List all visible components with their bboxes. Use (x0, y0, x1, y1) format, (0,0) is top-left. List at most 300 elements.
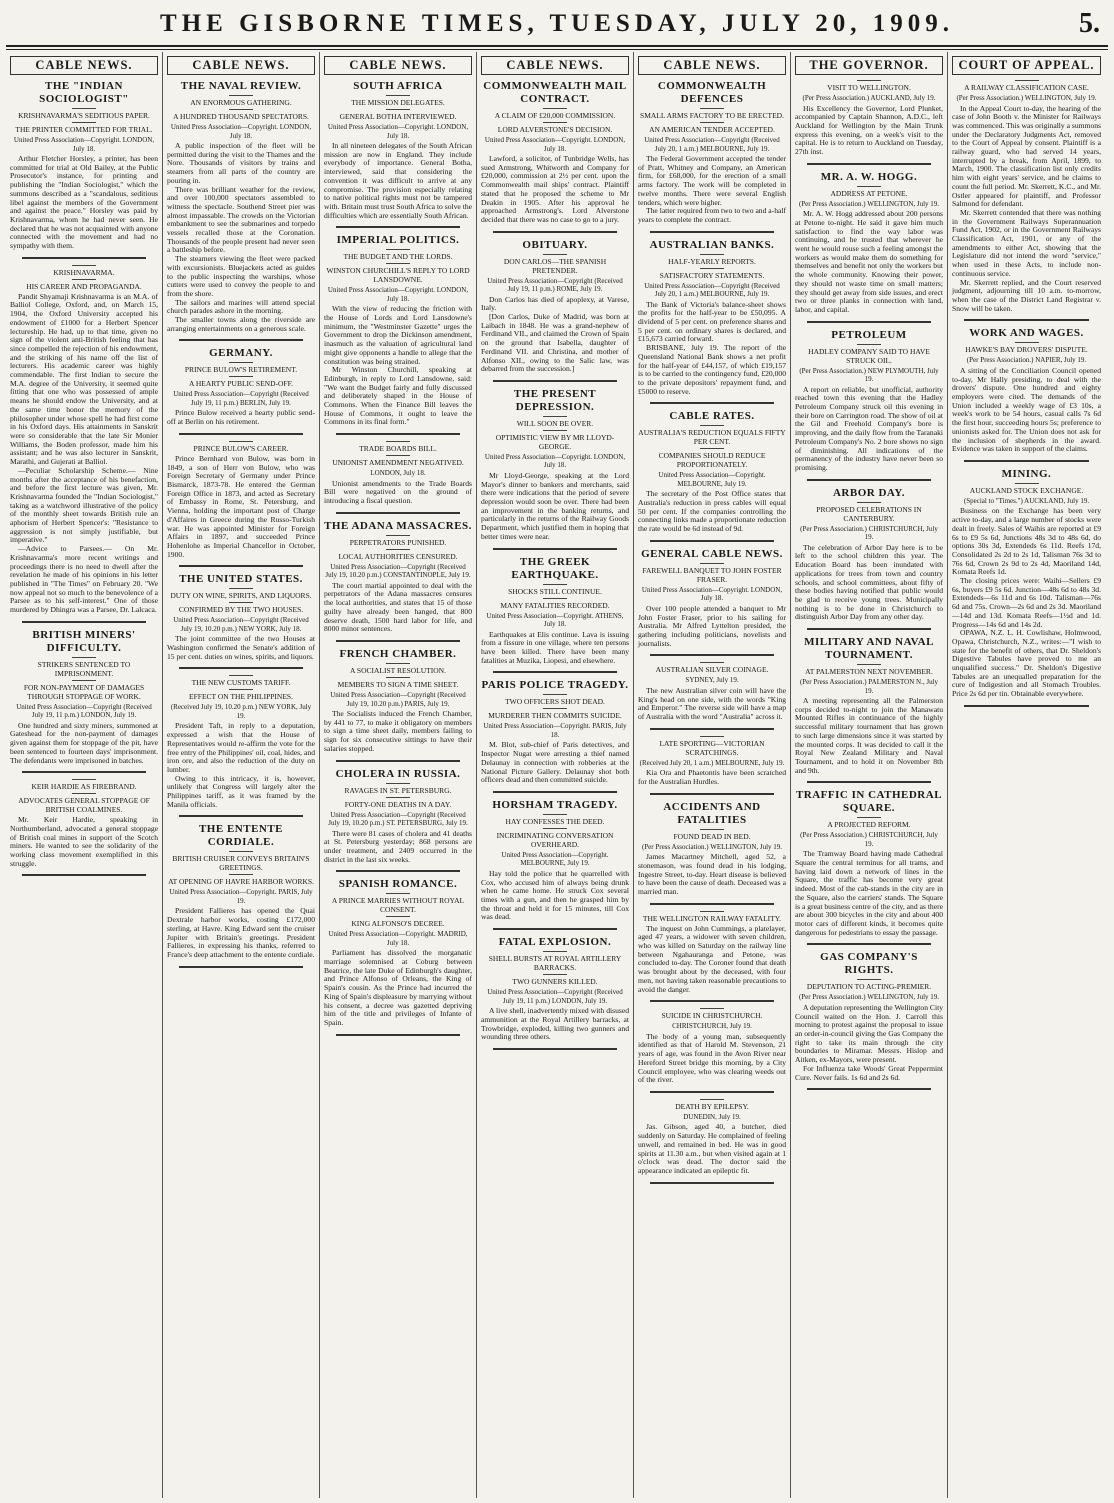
article-dateline: United Press Association—Copyright. PARIS, July 19. (169, 888, 313, 905)
article-subhead: AUSTRALIAN SILVER COINAGE. (655, 665, 769, 675)
article-paragraph: Mr. A. W. Hogg addressed about 200 persons at Petone to-night. He said it gave him much satisfaction to find the way labor was continuing, and he trusted that wherever he went he would rouse such a feeling amongst the workers as would make them do something for themselves and benefit not only the workers but the whole community. Knowing their power, they should not waste time on small matters; they should get away from side issues, and erect two or three planks in connection with land, labor, and capital. (795, 209, 943, 314)
article-separator (336, 870, 460, 872)
article (638, 239, 786, 397)
article-paragraph: The Tramway Board having made Cathedral Square the central terminus for all trams, and having laid down a network of lines in the Square, the traffic has become very great indeed. Most of the cab-stands in the city are in the Square, also the carriers' stands. The Square is a great business centre of the city, and as there are about 300 bicycles in the city and about 400 motor cars of different kinds, it becomes quite dangerous for pedestrians to essay the passage. (795, 849, 943, 937)
article-body (638, 769, 786, 786)
article-paragraph: The Bank of Victoria's balance-sheet shows the profits for the half-year to be £50,095. A dividend of 5 per cent. on preference shares and 5 per cent. on ordinary shares is declared, and £15,673 carried forward. (638, 299, 786, 344)
masthead-rule (6, 45, 1108, 47)
article-body (795, 544, 943, 622)
article-separator (336, 1034, 460, 1036)
subhead-divider (543, 430, 567, 431)
article-body (952, 367, 1101, 454)
subhead-divider (700, 1008, 724, 1009)
subhead-divider (386, 441, 410, 442)
article-body (795, 105, 943, 157)
article-headline: THE ADANA MASSACRES. (324, 519, 472, 532)
article-subhead: DON CARLOS—THE SPANISH PRETENDER. (503, 256, 607, 275)
article-paragraph: In all nineteen delegates of the South African mission are now in England. They include everybody of importance. General Botha, interviewed, said that considering the convention it was difficult to arrive at any compromise. The provision especially relating to native political rights must not be tampered with. Britain must trust South Africa to solve the difficulties which are essentially South African. (324, 141, 472, 220)
article-dateline: United Press Association—Copyright. LONDON, July 18. (13, 136, 155, 153)
article-subhead: PRINCE BULOW'S CAREER. (193, 443, 289, 453)
article-body (638, 301, 786, 397)
subhead-divider (386, 263, 410, 264)
article-headline: PARIS POLICE TRAGEDY. (481, 679, 629, 692)
article-paragraph: The steamers viewing the fleet were packed with excursionists. Bluejackets acted as guides to the public inspecting the warships, whose cutters were used to convey the people to and from the shore. (167, 254, 315, 298)
article-subhead: A HEARTY PUBLIC SEND-OFF. (188, 379, 294, 389)
article-headline: ARBOR DAY. (832, 486, 906, 499)
article-subhead: VISIT TO WELLINGTON. (827, 83, 911, 92)
article-separator (650, 728, 774, 730)
article-subhead: TRADE BOARDS BILL. (359, 444, 437, 454)
article-headline: GAS COMPANY'S RIGHTS. (820, 951, 918, 977)
article-dateline: CHRISTCHURCH, July 19. (672, 1022, 752, 1031)
subhead-divider (229, 588, 253, 589)
article-subhead: KRISHNAVARMA'S SEDITIOUS PAPER. (18, 111, 150, 120)
article-separator (493, 380, 617, 382)
article (795, 636, 943, 775)
article-headline: MILITARY AND NAVAL TOURNAMENT. (804, 636, 934, 662)
subhead-divider (229, 602, 253, 603)
article-subhead: FORTY-ONE DEATHS IN A DAY. (344, 799, 452, 809)
article-paragraph: Business on the Exchange has been very active to-day, and a large number of stocks were dealt in freely. Sales of Waihis are reported at £9 6s to £9 5s 6d, Junctions 48s 3d to 48s 6d, do options 30s 3d, Extendeds 6s 11d. Reefs 17d, Consolidated 2s 2d to 2s 1d, Talisman 76s 3d to 76s 6d, Crown 2s 9d to 2s 4d, Maoriland 14d, Komata Reefs 1d. (952, 506, 1101, 577)
article-body (10, 816, 158, 868)
article-paragraph: There were 81 cases of cholera and 41 deaths at St. Petersburg yesterday; 868 persons are under treatment, and 2409 occurred in the district in the last six weeks. (324, 828, 472, 864)
article-paragraph: The new Australian silver coin will have the King's head on one side, with the words "King and Emperor." The reverse side will have a map of Australia with the word "Australia" across it. (638, 685, 786, 721)
article-paragraph: President Fallieres has opened the Quai Dextrale harbor works, costing £172,000 sterling, at Havre. King Edward sent the cruiser Jupiter with Britain's greetings. President Fallieres, in expressing his thanks, referred to France's deep attachment to the entente cordiale. (167, 906, 315, 959)
subhead-divider (1015, 483, 1039, 484)
subhead-divider (386, 797, 410, 798)
article-separator (336, 512, 460, 514)
article-paragraph: A deputation representing the Wellington City Council waited on the Hon. J. Carroll this morning to protest against the proposal to issue an order-in-council giving the Gas Company the right to take its main through the city boundaries to Miramar. Messrs. Hislop and Aitken, ex-Mayors, were present. (795, 1002, 943, 1065)
article (952, 80, 1101, 313)
article-paragraph: Parliament has dissolved the morganatic marriage solemnised at Coburg between Beatrice, the late Duke of Edinburgh's daughter, and Prince Alfonso of Orleans, the King of Spain's cousin. As the Prince had incurred the King of Spain's displeasure by marrying without his consent, a decree was gazetted depriving him of the title and privileges of Infante of Spain. (324, 948, 472, 1027)
article-separator (807, 1088, 931, 1090)
subhead-divider (700, 736, 724, 737)
article-headline: SOUTH AFRICA (353, 80, 443, 92)
article-dateline: United Press Association—Copyright (Received July 19, 10.20 p.m.) PARIS, July 19. (330, 691, 466, 708)
article (10, 629, 158, 766)
article-separator (179, 433, 303, 435)
article-paragraph: Kia Ora and Phaetontis have been scratched for the Australian Hurdles. (638, 768, 786, 786)
article-dateline: (Per Press Association.) WELLINGTON, July 19. (798, 199, 940, 208)
article-headline: THE GREEK EARTHQUAKE. (511, 555, 599, 581)
article-subhead: LORD ALVERSTONE'S DECISION. (497, 125, 613, 134)
subhead-divider (700, 1099, 724, 1100)
article-body (638, 1033, 786, 1085)
subhead-divider (543, 708, 567, 709)
article-separator (650, 1000, 774, 1002)
article-headline: ACCIDENTS AND FATALITIES (663, 800, 761, 826)
subhead-divider (543, 108, 567, 109)
article-dateline: United Press Association—Copyright. MELBOURNE, July 19. (658, 471, 766, 488)
article (10, 779, 158, 868)
article-body (324, 949, 472, 1027)
subhead-divider (543, 416, 567, 417)
article-body (10, 722, 158, 766)
column-5 (634, 52, 791, 1498)
article-paragraph: A meeting representing all the Palmerston corps decided to-night to join the Manawatu Mounted Rifles in continuance of the highly successful military tournament that has grown to such large dimensions since it was started by the mounted corps. It was decided to call it the Royal New Zealand Military and Naval Tournament, and to hold it on November 8th and 9th. (795, 696, 943, 775)
article-subhead: AUSTRALIA'S REDUCTION EQUALS FIFTY PER CENT. (638, 428, 786, 447)
article-paragraph: Mr Winston Churchill, speaking at Edinburgh, in reply to Lord Lansdowne, said: "We want the Budget fairly and fully discussed and deliberately shaped in the House of Commons. When the Finance Bill leaves the House of Commons, it ought to leave the Commons in its final form." (324, 365, 472, 427)
subhead-divider (386, 109, 410, 110)
article-body (952, 105, 1101, 314)
article-dateline: United Press Association—Copyright. LONDON, July 18. (484, 452, 626, 470)
article-subhead: HALF-YEARLY REPORTS. (668, 256, 756, 266)
subhead-divider (857, 817, 881, 818)
article-headline: THE UNITED STATES. (179, 573, 303, 586)
column-header: COURT OF APPEAL. (952, 56, 1101, 75)
article-dateline: (Special to "Times.") AUCKLAND, July 19. (963, 496, 1090, 505)
subhead-divider (700, 268, 724, 269)
article-dateline: United Press Association—Copyright (Received July 19, 11 p.m.) LONDON, July 19. (487, 988, 623, 1005)
article-headline: COMMONWEALTH MAIL CONTRACT. (483, 80, 627, 105)
article-headline: PETROLEUM (831, 328, 907, 341)
subhead-divider (386, 677, 410, 678)
article-dateline: United Press Association—Copyright. PARIS, July 18. (483, 722, 627, 739)
subhead-divider (1015, 342, 1039, 343)
article-separator (650, 1091, 774, 1093)
article-body (481, 1007, 629, 1042)
subhead-divider (229, 95, 253, 96)
article-separator (179, 565, 303, 567)
subhead-divider (543, 974, 567, 975)
article-separator (650, 903, 774, 905)
article-dateline: (Per Press Association.) WELLINGTON, July 19. (798, 993, 940, 1002)
column-header: CABLE NEWS. (481, 56, 629, 75)
article-separator (22, 771, 146, 773)
article-dateline: United Press Association—Copyright. ATHENS, July 18. (486, 611, 624, 629)
article-body (324, 480, 472, 506)
article-body (324, 305, 472, 427)
article-body (952, 507, 1101, 698)
article-paragraph: Lawford, a solicitor, of Tunbridge Wells, has sued Armstrong, Whitworth and Company for £20,000, commission at 2½ per cent. upon the Commonwealth mail ships' contract. Plaintiff stated that he proposed the scheme to Mr Deakin in 1905. After his approval he approached Armstrong's. Lord Alverstone decided that there was no case to go to a jury. (481, 154, 629, 224)
subhead-divider (386, 663, 410, 664)
article-paragraph: —Peculiar Scholarship Scheme.— Nine months after the acceptance of his benefaction, and before the first lecture was given, Mr. Krishnavarma founded the "Indian Sociologist," taking as a watchword illustrative of the policy of the monthly sheet towards British rule an aphorism of Herbert Spencer's: "Resistance to aggression is not simply justifiable, but imperative." (10, 465, 158, 545)
article-separator (807, 943, 931, 945)
article-dateline: United Press Association—Copyright (Received July 19, 10.20 p.m.) ST. PETERSBURG, July 19. (328, 810, 468, 828)
subhead-divider (543, 828, 567, 829)
article-separator (807, 628, 931, 630)
article-separator (22, 621, 146, 623)
article-paragraph: Mr. Skerrett replied, and the Court reserved judgment, adjourning till 10 a.m. to-morrow, when the case of the District Land Registrar v. Snow will be taken. (952, 277, 1101, 313)
article-subhead: KING ALFONSO'S DECREE. (351, 919, 445, 929)
article-dateline: United Press Association—Copyright (Received July 19, 11 p.m.) BERLIN, July 19. (173, 390, 309, 407)
article-separator (650, 1182, 774, 1184)
article-subhead: MEMBERS TO SIGN A TIME SHEET. (337, 680, 459, 689)
subhead-divider (386, 249, 410, 250)
article-body (481, 296, 629, 374)
article (638, 548, 786, 649)
subhead-divider (857, 186, 881, 187)
article (795, 951, 943, 1082)
article-paragraph: Mr. Skerrett contended that there was nothing in the Government Railways Superannuation Fund Act, 1902, or in the Government Railways Classification Act, 1901, or any of the amendments to either Act, showing that the Legislature did not intend the word "service," when used in these Acts, to include non-continuous service. (952, 207, 1101, 278)
subhead-divider (72, 265, 96, 266)
subhead-divider (72, 122, 96, 123)
article-body (167, 455, 315, 559)
article-separator (807, 163, 931, 165)
subhead-divider (229, 874, 253, 875)
article-subhead: FOR NON-PAYMENT OF DAMAGES THROUGH STOPPAGE OF WORK. (23, 682, 145, 701)
article-separator (493, 1048, 617, 1050)
article (638, 801, 786, 897)
article-dateline: United Press Association—Copyright. LONDON, July 18. (327, 286, 469, 303)
subhead-divider (229, 376, 253, 377)
article-headline: FRENCH CHAMBER. (339, 648, 457, 660)
article (481, 936, 629, 1042)
subhead-divider (543, 254, 567, 255)
subhead-divider (857, 344, 881, 345)
article-subhead: AN ENORMOUS GATHERING. (190, 98, 292, 107)
article (167, 347, 315, 426)
subhead-divider (543, 122, 567, 123)
article-paragraph: Prince Bulow received a hearty public send-off at Berlin on his retirement. (167, 408, 315, 427)
article-dateline: United Press Association—Copyright (Received July 20, 1 a.m.) MELBOURNE, July 19. (644, 136, 780, 153)
article (324, 80, 472, 220)
subhead-divider (386, 535, 410, 536)
article-paragraph: The Socialists induced the French Chamber, by 441 to 77, to make it obligatory on members to sign a time sheet daily, members failing to sign for six consecutive sittings to have their salaries stopped. (324, 709, 472, 753)
page-number: 5. (1079, 8, 1100, 39)
article-dateline: United Press Association—Copyright. LONDON, July 18. (170, 123, 312, 140)
subhead-divider (229, 109, 253, 110)
article-dateline: United Press Association—Copyright (Received July 19, 10.20 p.m.) NEW YORK, July 18. (173, 616, 309, 633)
article-body (324, 710, 472, 754)
article-separator (493, 548, 617, 550)
subhead-divider (72, 680, 96, 681)
article-dateline: (Per Press Association.) WELLINGTON, July 19. (956, 94, 1097, 102)
article-dateline: United Press Association—Copyright (Received July 20, 1 a.m.) MELBOURNE, July 19. (644, 281, 780, 299)
article-headline: BRITISH MINERS' DIFFICULTY. (32, 628, 136, 654)
article-separator (493, 671, 617, 673)
article-body (481, 741, 629, 785)
subhead-divider (700, 108, 724, 109)
article-paragraph: A sitting of the Conciliation Council opened to-day, Mr Hally presiding, to deal with the drovers' dispute. One hundred and eighty employers were cited. The demands of the Union included a weekly wage of £3 10s, a week's work to be 54 hours, casual calls 7s 6d the first hour, succeeding hours 5s; preference to unionists asked for. The Union does not ask for the inclusion of shepherds in the award. Evidence was taken in support of the claims. (952, 365, 1101, 454)
article-body (167, 722, 315, 809)
article-separator (807, 479, 931, 481)
article-body (795, 210, 943, 314)
article-separator (807, 781, 931, 783)
article-headline: THE "INDIAN SOCIOLOGIST" (39, 80, 129, 105)
column-header: CABLE NEWS. (638, 56, 786, 75)
subhead-divider (700, 662, 724, 663)
article-subhead: HAY CONFESSES THE DEED. (505, 816, 605, 826)
article-headline: THE ENTENTE CORDIALE. (198, 823, 284, 849)
subhead-divider (386, 916, 410, 917)
article-paragraph: One hundred and sixty miners, summoned at Gateshead for the non-payment of damages given against them for stoppage of the pit, have been sentenced to fourteen days' imprisonment. The defendants were imprisoned in batches. (10, 720, 158, 765)
article (795, 487, 943, 622)
article-dateline: United Press Association—Copyright. LONDON, July 18. (641, 585, 783, 603)
article-subhead: WINSTON CHURCHILL'S REPLY TO LORD LANSDOWNE. (326, 266, 470, 285)
article-dateline: (Per Press Association.) CHRISTCHURCH, July 19. (800, 831, 938, 848)
article (481, 388, 629, 542)
article-dateline: United Press Association—Copyright (Received July 19, 11 p.m.) ROME, July 19. (487, 276, 623, 294)
article-subhead: RAVAGES IN ST. PETERSBURG. (344, 785, 452, 795)
subhead-divider (543, 584, 567, 585)
article-dateline: (Per Press Association.) WELLINGTON, July 19. (641, 842, 783, 851)
article-headline: THE NAVAL REVIEW. (180, 80, 302, 92)
article-subhead: FAREWELL BANQUET TO JOHN FOSTER FRASER. (642, 565, 782, 584)
article-paragraph: Over 100 people attended a banquet to Mr John Foster Fraser, prior to his sailing for Australia. Mr Alfred Lyttelton presided, the gathering including politicians, novelists and journalists. (638, 603, 786, 648)
article-paragraph: Mr Lloyd-George, speaking at the Lord Mayor's dinner to bankers and merchants, said there were indications that the period of severe depression would soon be over. There had been an improvement in the banking returns, and particularly in the returns of the Railway Goods Department, which justified them in hoping that better times were near. (481, 470, 629, 541)
article-paragraph: The body of a young man, subsequently identified as that of Harold M. Stevenson, 21 years of age, was found in the Avon River near Hereford Street bridge this morning, by a City Council employee, who was clearing weeds out of the river. (638, 1031, 786, 1085)
article-body (638, 155, 786, 225)
article-paragraph: BRISBANE, July 19. The report of the Queensland National Bank shows a net profit for the half-year of £44,157, of which £19,157 is to be carried to the contingency fund, £20,000 to the private depositors' repayment fund, and £5000 to reserve. (638, 343, 786, 396)
article (324, 878, 472, 1027)
article-subhead: WILL SOON BE OVER. (516, 418, 594, 428)
article-subhead: PERPETRATORS PUNISHED. (349, 537, 447, 547)
article-subhead: MANY FATALITIES RECORDED. (500, 600, 610, 610)
subhead-divider (229, 362, 253, 363)
article-body (795, 386, 943, 473)
article-paragraph: Owing to this intricacy, it is, however, unlikely that Congress will largely alter the Philippines tariff, as it was framed by the Manila officials. (167, 773, 315, 809)
article-paragraph: For Influenza take Woods' Great Peppermint Cure. Never fails. 1s 6d and 2s 6d. (795, 1063, 943, 1082)
subhead-divider (72, 657, 96, 658)
article-body (167, 409, 315, 426)
article-separator (179, 339, 303, 341)
article-paragraph: —Advice to Parsees.— On Mr. Krishnavarma's more recent writings and proceedings there is no need to dwell after the revelation he made of his opinions in his letter published in "The Times" on February 20. "We now appeal not so much to the benevolence of a Parsee as to his self-interest." One of those murdered by Dhingra was a Parsee, Dr. Lalcaca. (10, 544, 158, 615)
subhead-divider (857, 80, 881, 81)
subhead-divider (72, 279, 96, 280)
article-dateline: United Press Association—Copyright (Received July 19, 10.20 p.m.) CONSTANTINOPLE, July 19. (325, 562, 471, 580)
subhead-divider (857, 664, 881, 665)
article-subhead: DEATH BY EPILEPSY. (675, 1101, 749, 1111)
article (10, 80, 158, 251)
article-subhead: DUTY ON WINE, SPIRITS, AND LIQUORS. (170, 591, 312, 601)
article-separator (493, 928, 617, 930)
article-paragraph: James Macartney Mitchell, aged 52, a stonemason, was found dead in his lodging, Ingestre Street, to-day. Heart disease is believed to have been the cause of death. Deceased was a married man. (638, 852, 786, 896)
article-paragraph: The Federal Government accepted the tender of Pratt, Whitney and Company, an American firm, for £68,000, for the erection of a small arms factory. The work will be completed in twelve months. There were several English tenders, which were higher. (638, 154, 786, 207)
article-paragraph: M. Blot, sub-chief of Paris detectives, and Inspector Nugat were arresting a thief named Delaunay in connection with robberies at the National Picture Gallery. Delaunay shot both officers dead and then committed suicide. (481, 740, 629, 785)
article (638, 80, 786, 225)
column-3 (320, 52, 477, 1498)
masthead-title: THE GISBORNE TIMES, TUESDAY, JULY 20, 1909. (160, 10, 954, 37)
article-body (324, 582, 472, 634)
article-subhead: TWO OFFICERS SHOT DEAD. (505, 697, 605, 707)
article-subhead: AN AMERICAN TENDER ACCEPTED. (649, 125, 775, 134)
subhead-divider (700, 911, 724, 912)
article-headline: MINING. (1001, 467, 1052, 480)
article-paragraph: With the view of reducing the friction with the House of Lords and Lord Lansdowne's minimum, the "Westminster Gazette" urges the Government to drop the Dickinson amendment, inasmuch as the valuation of agricultural land might give opponents a handle to allege that the constitution was being strained. (324, 304, 472, 366)
subhead-divider (72, 793, 96, 794)
article-headline: MR. A. W. HOGG. (820, 170, 918, 183)
subhead-divider (72, 779, 96, 780)
subhead-divider (229, 441, 253, 442)
article-separator (807, 321, 931, 323)
article-subhead: ADVOCATES GENERAL STOPPAGE OF BRITISH COALMINES. (18, 796, 150, 815)
article-body (638, 687, 786, 722)
article-headline: SPANISH ROMANCE. (338, 878, 458, 891)
article-body (167, 907, 315, 959)
article-subhead: ADDRESS AT PETONE. (830, 188, 908, 198)
article-body (795, 697, 943, 775)
subhead-divider (700, 122, 724, 123)
article-dateline: United Press Association—Copyright. LONDON, July 18. (484, 136, 626, 153)
article-separator (179, 667, 303, 669)
article-subhead: FOUND DEAD IN BED. (673, 831, 751, 841)
article-headline: GENERAL CABLE NEWS. (641, 547, 783, 560)
article-body (638, 925, 786, 995)
article-paragraph: Unionist amendments to the Trade Boards Bill were negatived on the ground of introducing a fiscal question. (324, 478, 472, 506)
article (324, 441, 472, 506)
article-paragraph: Don Carlos has died of apoplexy, at Varese, Italy. (481, 294, 629, 313)
article-paragraph: The smaller towns along the riverside are arranging entertainments on a generous scale. (167, 315, 315, 333)
column-1 (6, 52, 163, 1498)
article-paragraph: OPAWA, N.Z. L. H. Cowlishaw, Holmwood, Opawa, Christchurch, N.Z., writes:—"I wish to state for the benefit of others, that Dr. Sheldon's Digestive Tabules have proved to me an unqualified success." Dr. Sheldon's Digestive Tabules are an unequalled preparation for the cure of Indigestion and all Stomach Troubles. Price 2s 6d per tin. Obtainable everywhere. (952, 628, 1101, 699)
article (795, 171, 943, 315)
article-dateline: (Per Press Association.) CHRISTCHURCH, July 19. (800, 524, 938, 542)
article (324, 768, 472, 865)
article-paragraph: Arthur Fletcher Horsley, a printer, has been committed for trial at Old Bailey, at the Public Prosecutor's instance, for printing and publishing the "Indian Sociologist," which the summons described as a "scandalous, seditious libel against the members of the Government and against the peace." Horsley was paid by Krishnavarma, whom he had never seen. He declared that he was not acquainted with anyone connected with the movement and had no sympathy with them. (10, 154, 158, 251)
article (638, 911, 786, 995)
article (795, 789, 943, 937)
article-paragraph: In the Appeal Court to-day, the hearing of the case of John Booth v. the Minister for Railways was commenced. This was originally a summons under the Declaratory Judgments Act, removed to the Court of Appeal by consent. Plaintiff is a railway guard, who had served 14 years, interrupted by a break, from April, 1899, to March, 1900. The classification list only credits him with eight years' service, and he claims to count the full period. Mr. Skerrett, K.C., and Mr. Ostler appeared for plaintiff, and Professor Salmond for defendant. (952, 103, 1101, 209)
subhead-divider (700, 425, 724, 426)
article-paragraph: The sailors and marines will attend special church parades ashore in the morning. (167, 297, 315, 316)
article-separator (22, 257, 146, 259)
masthead-rule-thin (6, 49, 1108, 50)
subhead-divider (229, 675, 253, 676)
article-body (324, 142, 472, 220)
column-header: CABLE NEWS. (324, 56, 472, 75)
article-separator (964, 319, 1089, 321)
article-headline: CABLE RATES. (669, 410, 755, 423)
article-subhead: THE WELLINGTON RAILWAY FATALITY. (642, 913, 782, 923)
article-body (10, 293, 158, 615)
article-body (795, 1004, 943, 1082)
article-subhead: LATE SPORTING—VICTORIAN SCRATCHINGS. (659, 738, 765, 757)
article (324, 520, 472, 634)
article (481, 556, 629, 666)
article-body (324, 830, 472, 865)
article-paragraph: Jas. Gibson, aged 40, a butcher, died suddenly on Saturday. He complained of feeling unwell, and remained in bed. He was in good spirits at 11.30 a.m., but when visited again at 1 o'clock was dead. The doctor said the appearance indicated an epileptic fit. (638, 1122, 786, 1175)
article-body (795, 850, 943, 937)
article-subhead: KRISHNAVARMA. (53, 267, 115, 277)
article-subhead: BRITISH CRUISER CONVEYS BRITAIN'S GREETINGS. (172, 854, 310, 873)
article-paragraph: The latter required from two to two and a-half years to complete the contract. (638, 206, 787, 224)
article-dateline: (Per Press Association.) AUCKLAND, July 19. (802, 94, 936, 102)
article-paragraph: Prince Bernhard von Bulow, was born in 1849, a son of Herr von Bulow, who was Foreign Secretary of Germany under Prince Bismarck, 1873-78. He entered the German Foreign Office in 1873, and acted as Secretary of Embassy in Rome, St. Petersburg, and Vienna, holding the important post of Charge d'Affaires in Greece during the Russo-Turkish war. He was appointed Minister for Foreign Affairs in 1897, and succeeded Prince Hohenlohe as Imperial Chancellor in October, 1900. (167, 453, 315, 559)
article-subhead: INCRIMINATING CONVERSATION OVERHEARD. (496, 830, 614, 849)
article-dateline: DUNEDIN, July 19. (683, 1112, 741, 1121)
article (795, 329, 943, 473)
column-header: THE GOVERNOR. (795, 56, 943, 75)
article-subhead: A RAILWAY CLASSIFICATION CASE. (964, 83, 1089, 92)
article-subhead: AT OPENING OF HAVRE HARBOR WORKS. (168, 877, 314, 887)
article-subhead: SMALL ARMS FACTORY TO BE ERECTED. (640, 111, 784, 120)
article-separator (336, 760, 460, 762)
article-separator (650, 231, 774, 233)
article-separator (336, 433, 460, 435)
article (167, 675, 315, 809)
article-body (167, 142, 315, 333)
article-separator (179, 815, 303, 817)
article-paragraph: The closing prices were: Waihi—Sellers £9 6s, buyers £9 5s 6d. Junction—48s 6d to 48s 3d. Extendeds—6s 11d and 6s 10d. Talisman—76s 6d and 75s. Crown—2s 6d and 2s 3d. Maoriland—14d and 13d. Komata Reefs—1½d and 1d. Progress—14s 6d and 14s 2d. (952, 576, 1101, 629)
article-headline: THE PRESENT DEPRESSION. (513, 387, 597, 413)
article-headline: COMMONWEALTH DEFENCES (657, 80, 767, 105)
article-subhead: HADLEY COMPANY SAID TO HAVE STRUCK OIL. (808, 346, 930, 365)
article-dateline: United Press Association—Copyright (Received July 19, 11 p.m.) LONDON, July 19. (16, 702, 152, 720)
subhead-divider (386, 549, 410, 550)
article (638, 1099, 786, 1176)
article-paragraph: There was brilliant weather for the review, and over 100,000 spectators assembled to witness the spectacle. Southend Street pier was almost impassable. The crowds on the Victorian embankment to see the submarines and torpedo vessels recalled those at the Coronation. Thousands of the people present had never seen a battleship before. (167, 184, 315, 255)
article-subhead: DEPUTATION TO ACTING-PREMIER. (806, 982, 932, 992)
article-headline: HORSHAM TRAGEDY. (492, 798, 618, 811)
article (638, 662, 786, 721)
subhead-divider (857, 502, 881, 503)
article-subhead: SUICIDE IN CHRISTCHURCH. (661, 1011, 763, 1021)
article-paragraph: Hay told the police that he quarrelled with Cox, who accused him of always being drunk when he came home. He struck Cox several times with a gun, and then he grasped him by the throat and held it for 15 minutes, till Cox was dead. (481, 868, 629, 922)
article-subhead: THE PRINTER COMMITTED FOR TRIAL. (15, 125, 153, 134)
article-body (167, 635, 315, 661)
article-subhead: MURDERER THEN COMMITS SUICIDE. (488, 711, 622, 721)
